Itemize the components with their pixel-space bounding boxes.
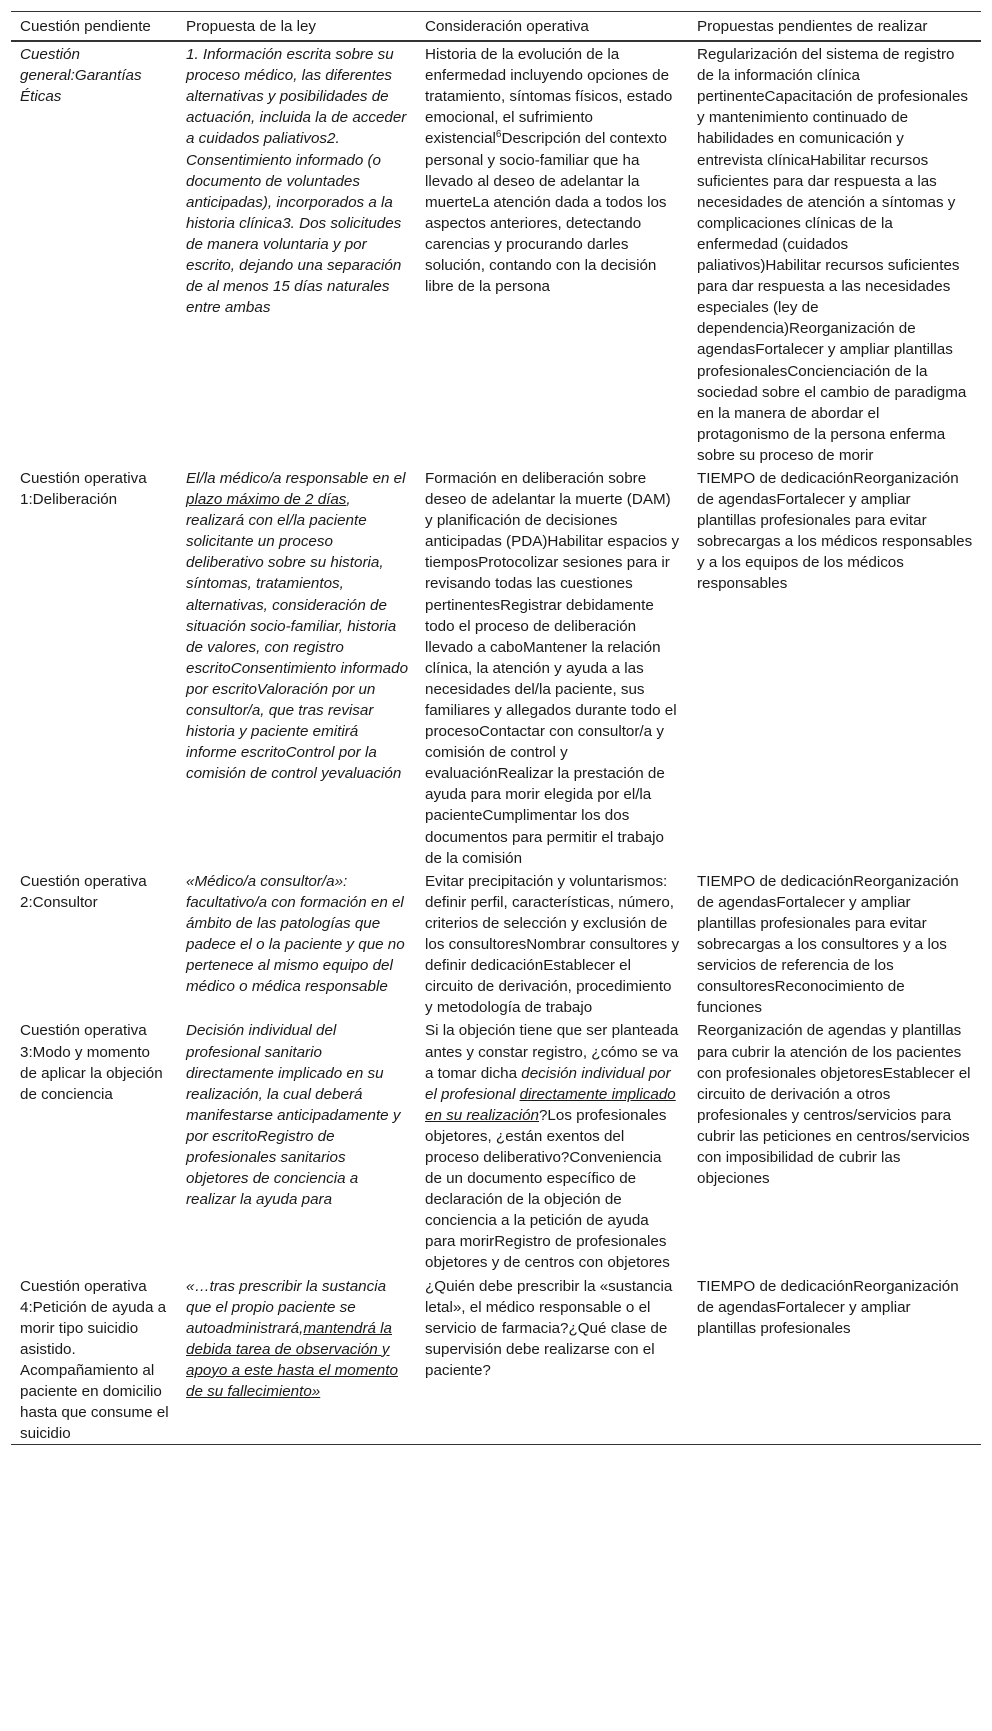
table-row	[11, 869, 981, 1019]
table-row	[11, 1274, 981, 1445]
operative-cell	[416, 41, 688, 466]
pending-cell: TIEMPO de dedicaciónReorganización de agendasFortalecer y ampliar plantillas profesionales para evitar sobrecargas a los consultores y a los servicios de referencia de los consultoresReconocimiento de funciones	[697, 872, 959, 1017]
pending-cell: TIEMPO de dedicaciónReorganización de agendasFortalecer y ampliar plantillas profesionales	[688, 1274, 981, 1445]
header-issue: Cuestión pendiente	[11, 12, 177, 42]
header-law-proposal: Propuesta de la ley	[177, 12, 416, 42]
operative-italic-text: decisión individual por el profesional	[425, 1064, 671, 1103]
operative-cell: Evitar precipitación y voluntarismos: definir perfil, características, número, criterios de selección y exclusión de los consultoresNombrar consultores y definir dedicaciónEstablecer el circuito de derivación, procedimiento y metodología de trabajo	[425, 872, 680, 1017]
operative-cell: ¿Quién debe prescribir la «sustancia letal», el médico responsable o el servicio de farmacia?¿Qué clase de supervisión debe realizarse con el paciente?	[416, 1274, 688, 1445]
operative-cell: Formación en deliberación sobre deseo de adelantar la muerte (DAM) y planificación de decisiones anticipadas (PDA)Habilitar espacios y tiemposProtocolizar sesiones para ir revisando todas las cuestiones pertinentesRegistrar debidamente todo el proceso de deliberación llevado a caboMantener la relación clínica, la atención y ayuda a las necesidades del/la paciente, sus familiares y allegados durante todo el procesoContactar con consultor/a y comisión de control y evaluaciónRealizar la prestación de ayuda para morir elegida por el/la pacienteCumplimentar los dos documentos para permitir el trabajo de la comisión	[425, 469, 680, 867]
operative-text: Historia de la evolución de la enfermedad incluyendo opciones de tratamiento, síntomas físicos, estado emocional, el sufrimiento existencial	[425, 46, 673, 148]
pending-cell: Reorganización de agendas y plantillas para cubrir la atención de los pacientes con profesionales objetoresEstablecer el circuito de derivación a otros profesionales y centros/servicios para cubrir las peticiones en centros/servicios con imposibilidad de cubrir las objeciones	[697, 1022, 971, 1188]
table-row	[11, 1018, 981, 1273]
operative-text: Si la objeción tiene que ser planteada antes y constar registro, ¿cómo se va a tomar dicha	[425, 1022, 679, 1082]
law-text: , realizará con el/la paciente solicitante un proceso deliberativo sobre su historia, síntomas, tratamientos, alternativas, consideración de situación socio-familiar, historia de valores, con registro escritoConsentimiento informado por escritoValoración por un consultor/a, que tras revisar historia y paciente emitirá informe escritoControl por la comisión de control yevaluación	[186, 491, 409, 783]
law-text: «…tras prescribir la sustancia que el propio paciente se autoadministrará,	[186, 1277, 387, 1337]
header-operative-consideration: Consideración operativa	[416, 12, 688, 42]
issue-cell: Cuestión operativa 4:Petición de ayuda a morir tipo suicidio asistido. Acompañamiento al paciente en domicilio hasta que consume el suicidio	[11, 1274, 177, 1445]
issue-cell: Cuestión general:Garantías Éticas	[20, 46, 142, 106]
reference-superscript: 6	[495, 129, 502, 141]
operative-italic-underlined-text: directamente implicado en su realización	[425, 1085, 676, 1124]
law-cell	[177, 1274, 416, 1445]
law-text: El/la médico/a responsable en el	[186, 469, 406, 487]
operative-cell	[416, 1018, 688, 1273]
operative-text: ?Los profesionales objetores, ¿están exentos del proceso deliberativo?Conveniencia de un documento específico de declaración de la objeción de conciencia a la petición de ayuda para morirRegistro de profesionales objetores y de centros con objetores	[425, 1106, 670, 1272]
table-header-row	[11, 12, 981, 42]
header-pending-proposals: Propuestas pendientes de realizar	[688, 12, 981, 42]
issue-cell: Cuestión operativa 1:Deliberación	[20, 469, 147, 509]
table-row	[11, 466, 981, 869]
operative-text: Descripción del contexto personal y socio-familiar que ha llevado al deseo de adelantar la muerteLa atención dada a todos los aspectos anteriores, detectando carencias y procurando darles solución, contando con la decisión libre de la persona	[425, 130, 667, 296]
table-row	[11, 41, 981, 466]
law-cell: «Médico/a consultor/a»: facultativo/a con formación en el ámbito de las patologías que padece el o la paciente y que no pertenece al mismo equipo del médico o médica responsable	[186, 872, 405, 996]
law-underlined-text: mantendrá la debida tarea de observación y apoyo a este hasta el momento de su fallecimiento»	[186, 1319, 398, 1400]
pending-issues-table	[11, 11, 981, 1445]
law-cell: 1. Información escrita sobre su proceso médico, las diferentes alternativas y posibilidades de actuación, incluida la de acceder a cuidados paliativos2. Consentimiento informado (o documento de voluntades anticipadas), incorporados a la historia clínica3. Dos solicitudes de manera voluntaria y por escrito, dejando una separación de al menos 15 días naturales entre ambas	[186, 46, 407, 317]
pending-cell: TIEMPO de dedicaciónReorganización de agendasFortalecer y ampliar plantillas profesionales para evitar sobrecargas a los médicos responsables y a los equipos de los médicos responsables	[697, 469, 973, 593]
issue-cell: Cuestión operativa 2:Consultor	[20, 872, 147, 911]
law-cell: Decisión individual del profesional sanitario directamente implicado en su realización, la cual deberá manifestarse anticipadamente y por escritoRegistro de profesionales sanitarios objetores de conciencia a realizar la ayuda para	[186, 1022, 401, 1209]
issue-cell: Cuestión operativa 3:Modo y momento de aplicar la objeción de conciencia	[20, 1022, 163, 1103]
law-cell	[177, 466, 416, 869]
law-underlined-text: plazo máximo de 2 días	[186, 491, 347, 509]
pending-cell: Regularización del sistema de registro de la información clínica pertinenteCapacitación de profesionales y mantenimiento continuado de habilidades en comunicación y entrevista clínicaHabilitar recursos suficientes para dar respuesta a las necesidades de atención a síntomas y complicaciones clínicas de la enfermedad (cuidados paliativos)Habilitar recursos suficientes para dar respuesta a las necesidades especiales (ley de dependencia)Reorganización de agendasFortalecer y ampliar plantillas profesionalesConcienciación de la sociedad sobre el cambio de paradigma en la manera de abordar el protagonismo de la persona enferma sobre su proceso de morir	[697, 46, 969, 464]
